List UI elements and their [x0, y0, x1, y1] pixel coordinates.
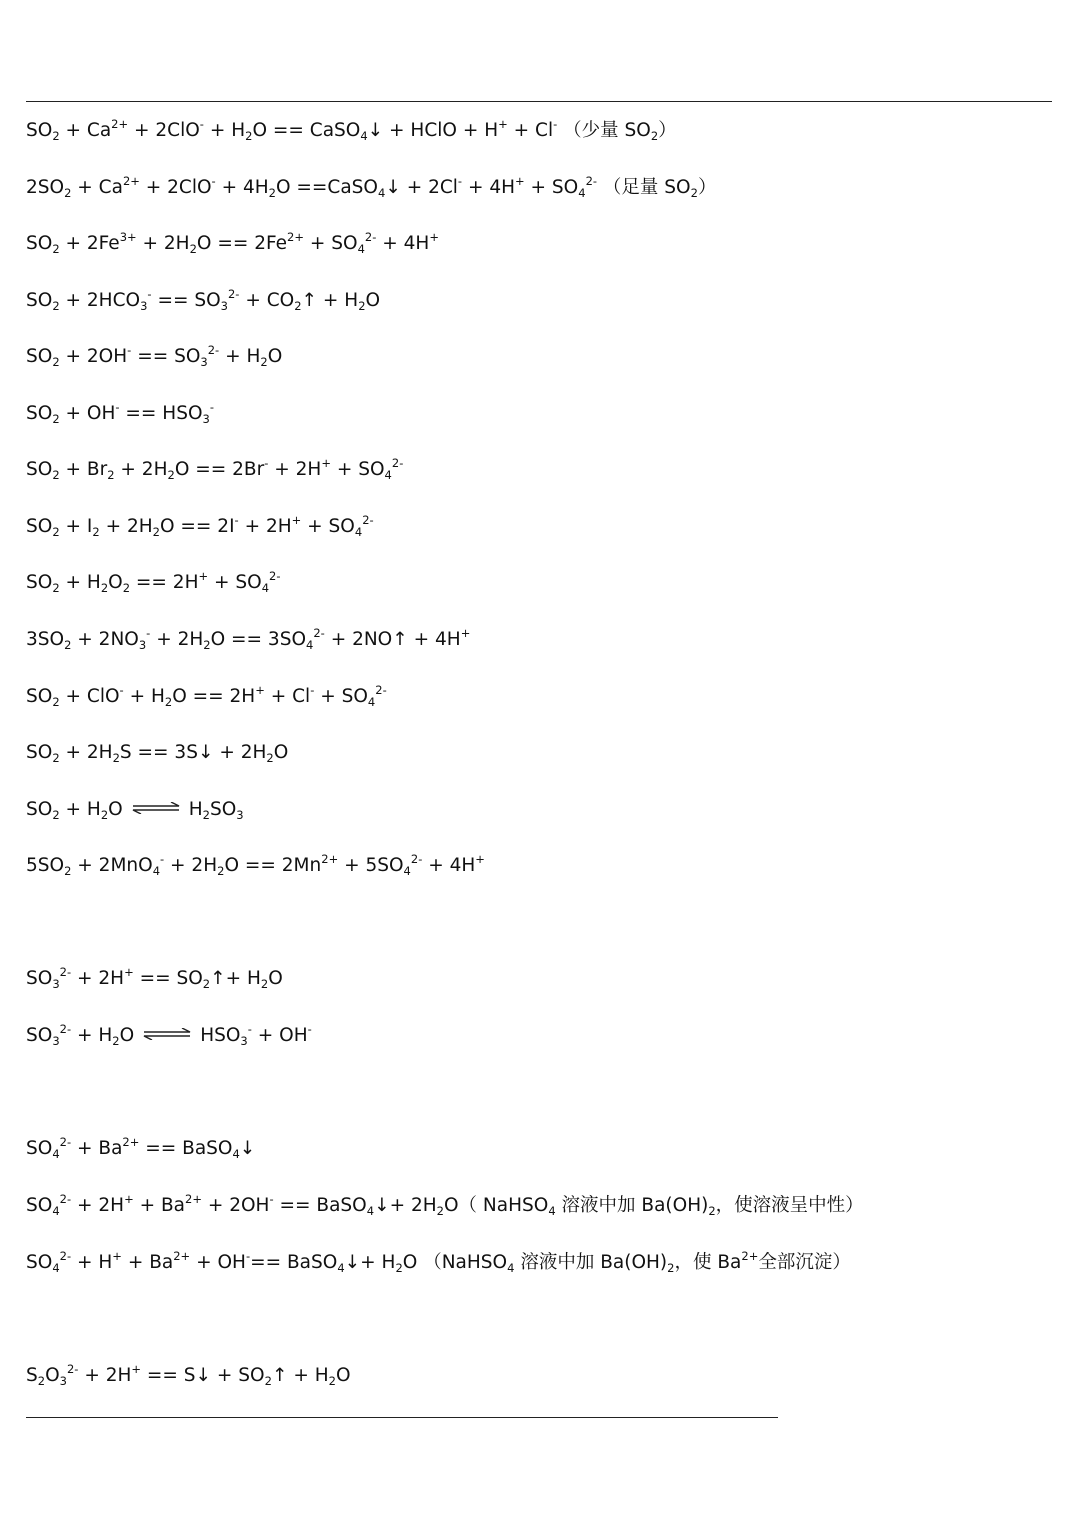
equation: $SO_2 + H_2O$ $H_2SO_3$: [26, 799, 244, 822]
equation: $SO_2 + Ca^{2+} + 2ClO^- + H_2O$ == CaSO$_4$↓ + HClO + H+ + Cl- （少量 $SO_2$）: [26, 117, 677, 143]
equilibrium-arrow-icon: [142, 1028, 192, 1040]
equation: $2SO_2 + Ca^{2+} + 2ClO^- + 4H_2O$ ==CaSO$_4$↓ + $2Cl^- + 4H^+ + SO_4^{2-}$ （足量 $SO_2$）: [26, 174, 717, 200]
equation: $SO_3^{2-} + 2H^+$ == $SO_2↑+ H_2O$: [26, 965, 283, 991]
bottom-rule: [26, 1417, 778, 1418]
equation: $SO_2 + 2HCO_3^- == SO_3^{2-}$ + $CO_2↑ + H_2O$: [26, 287, 381, 313]
equation: $5SO_2 + 2MnO_4^- + 2H_2O == 2Mn^{2+} + 5SO_4^{2-} + 4H^+$: [26, 852, 485, 878]
equation: $SO_2 + Br_2 + 2H_2O == 2Br^- + 2H^+ + SO_4^{2-}$: [26, 456, 404, 482]
equation: $SO_2 + 2H_2S$ == 3S↓ + $2H_2O$: [26, 742, 289, 765]
equation: $SO_2 + 2OH^- == SO_3^{2-} + H_2O$: [26, 343, 283, 369]
equation: $SO_2 + H_2O_2 == 2H^+ + SO_4^{2-}$: [26, 569, 281, 595]
top-rule: [26, 101, 1052, 102]
equation: $SO_4^{2-} + H^+ + Ba^{2+} + OH^-==$ BaSO$_4$↓+ $H_2O$ （NaHSO$_4$ 溶液中加 $Ba(OH)_2$，使 $Ba^{2+}$全部沉淀）: [26, 1249, 851, 1275]
equation: $SO_3^{2-} + H_2O$ $HSO_3^- + OH^-$: [26, 1022, 312, 1048]
equilibrium-arrow-icon: [131, 802, 181, 814]
equation: $3SO_2 + 2NO_3^- + 2H_2O == 3SO_4^{2-}$ + 2NO↑ + 4H+: [26, 626, 471, 652]
equation: $SO_2 + OH^- == HSO_3^-$: [26, 400, 215, 426]
equation: $SO_2 + 2Fe^{3+} + 2H_2O == 2Fe^{2+} + SO_4^{2-} + 4H^+$: [26, 230, 439, 256]
equation: $SO_2 + I_2 + 2H_2O == 2I^- + 2H^+ + SO_4^{2-}$: [26, 513, 374, 539]
equation: $SO_4^{2-} + 2H^+ + Ba^{2+} + 2OH^-$ == BaSO$_4$↓+ $2H_2O$（ NaHSO$_4$ 溶液中加 $Ba(OH)_2$，使溶液呈中性）: [26, 1192, 864, 1218]
equation: $S_2O_3^{2-} + 2H^+$ == S↓ + $SO_2↑ + H_2O$: [26, 1362, 351, 1388]
equation: $SO_4^{2-} + Ba^{2+}$ == BaSO$_4$↓: [26, 1135, 256, 1161]
equation: $SO_2 + ClO^- + H_2O == 2H^+ + Cl^- + SO_4^{2-}$: [26, 683, 387, 709]
